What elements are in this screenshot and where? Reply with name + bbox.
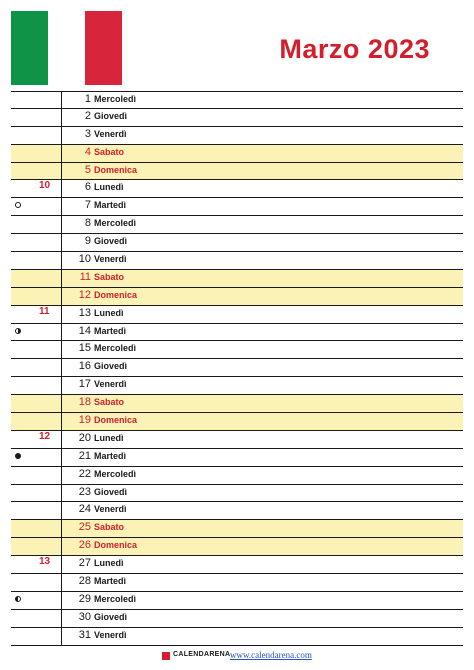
day-row (11, 449, 463, 467)
day-row (11, 324, 463, 342)
day-number: 14 (78, 324, 91, 337)
week-cell (11, 252, 61, 269)
day-row (11, 145, 463, 163)
column-divider (61, 92, 62, 108)
column-divider (61, 610, 62, 627)
footer-brand: CALENDARENA (173, 651, 231, 658)
day-row (11, 538, 463, 556)
day-row (11, 252, 463, 270)
day-number: 24 (78, 503, 91, 516)
day-name: Venerdì (94, 504, 127, 515)
column-divider (61, 288, 62, 305)
day-number: 9 (84, 235, 91, 248)
day-row (11, 109, 463, 127)
day-row (11, 91, 463, 109)
week-cell (11, 92, 61, 108)
day-number: 28 (78, 575, 91, 588)
day-number: 10 (78, 253, 91, 266)
week-cell (11, 574, 61, 591)
day-number: 2 (84, 109, 91, 122)
moon-phase-icon (15, 596, 21, 602)
column-divider (61, 574, 62, 591)
week-cell (11, 341, 61, 358)
column-divider (61, 341, 62, 358)
day-row (11, 163, 463, 181)
footer-url-link[interactable]: www.calendarena.com (230, 650, 312, 660)
day-name: Giovedì (94, 110, 128, 121)
column-divider (61, 198, 62, 215)
day-number: 5 (84, 163, 91, 176)
day-name: Martedì (94, 200, 127, 211)
day-row (11, 556, 463, 574)
column-divider (61, 252, 62, 269)
week-cell (11, 306, 61, 323)
day-number: 31 (78, 628, 91, 641)
column-divider (61, 449, 62, 466)
calendar-grid (11, 91, 463, 646)
day-row (11, 341, 463, 359)
day-number: 4 (84, 145, 91, 158)
column-divider (61, 109, 62, 126)
day-number: 18 (78, 396, 91, 409)
week-cell (11, 485, 61, 502)
day-name: Giovedì (94, 486, 128, 497)
column-divider (61, 502, 62, 519)
day-row (11, 431, 463, 449)
day-number: 3 (84, 127, 91, 140)
day-row (11, 288, 463, 306)
week-cell (11, 359, 61, 376)
day-row (11, 198, 463, 216)
day-name: Mercoledì (94, 593, 137, 604)
day-name: Martedì (94, 450, 127, 461)
day-number: 15 (78, 342, 91, 355)
day-row (11, 180, 463, 198)
column-divider (61, 395, 62, 412)
column-divider (61, 324, 62, 341)
week-number: 10 (39, 180, 51, 192)
day-row (11, 413, 463, 431)
day-number: 13 (78, 306, 91, 319)
week-cell (11, 163, 61, 180)
day-number: 22 (78, 467, 91, 480)
day-number: 6 (84, 181, 91, 194)
day-row (11, 377, 463, 395)
day-row (11, 502, 463, 520)
day-name: Lunedì (94, 307, 124, 318)
day-row (11, 127, 463, 145)
week-cell (11, 234, 61, 251)
day-name: Mercoledì (94, 343, 137, 354)
week-cell (11, 216, 61, 233)
day-name: Sabato (94, 522, 125, 533)
column-divider (61, 628, 62, 645)
column-divider (61, 306, 62, 323)
day-name: Lunedì (94, 432, 124, 443)
day-row (11, 485, 463, 503)
day-name: Domenica (94, 415, 138, 426)
day-name: Mercoledì (94, 94, 137, 104)
day-number: 11 (79, 270, 91, 283)
day-number: 21 (78, 449, 91, 462)
moon-phase-icon (15, 328, 21, 334)
day-name: Venerdì (94, 379, 127, 390)
week-number: 12 (39, 430, 51, 442)
column-divider (61, 413, 62, 430)
week-cell (11, 180, 61, 197)
column-divider (61, 127, 62, 144)
day-name: Venerdì (94, 629, 127, 640)
day-name: Sabato (94, 397, 125, 408)
week-cell (11, 502, 61, 519)
column-divider (61, 592, 62, 609)
column-divider (61, 163, 62, 180)
week-cell (11, 145, 61, 162)
day-name: Domenica (94, 540, 138, 551)
week-cell (11, 377, 61, 394)
day-number: 1 (84, 93, 91, 105)
day-number: 8 (84, 217, 91, 230)
week-cell (11, 556, 61, 573)
day-number: 25 (78, 521, 91, 534)
day-name: Giovedì (94, 611, 128, 622)
day-name: Mercoledì (94, 218, 137, 229)
day-name: Martedì (94, 325, 127, 336)
footer (162, 650, 362, 664)
day-row (11, 395, 463, 413)
week-cell (11, 413, 61, 430)
week-cell (11, 395, 61, 412)
day-name: Venerdì (94, 128, 127, 139)
week-cell (11, 431, 61, 448)
day-number: 7 (84, 199, 91, 212)
day-name: Martedì (94, 576, 127, 587)
day-number: 12 (78, 288, 91, 301)
column-divider (61, 359, 62, 376)
column-divider (61, 234, 62, 251)
column-divider (61, 467, 62, 484)
day-number: 29 (78, 592, 91, 605)
week-cell (11, 467, 61, 484)
column-divider (61, 556, 62, 573)
flag-red-band (85, 11, 122, 85)
week-number: 13 (39, 556, 51, 568)
flag-green-band (11, 11, 48, 85)
day-number: 30 (78, 610, 91, 623)
column-divider (61, 145, 62, 162)
column-divider (61, 216, 62, 233)
day-row (11, 610, 463, 628)
day-row (11, 520, 463, 538)
day-row (11, 628, 463, 646)
day-name: Lunedì (94, 558, 124, 569)
day-row (11, 592, 463, 610)
day-name: Lunedì (94, 182, 124, 193)
week-cell (11, 288, 61, 305)
day-row (11, 216, 463, 234)
day-row (11, 359, 463, 377)
week-cell (11, 520, 61, 537)
column-divider (61, 485, 62, 502)
day-number: 17 (78, 378, 91, 391)
column-divider (61, 270, 62, 287)
day-row (11, 574, 463, 592)
day-name: Venerdì (94, 254, 127, 265)
column-divider (61, 377, 62, 394)
day-number: 27 (78, 557, 91, 570)
day-name: Domenica (94, 289, 138, 300)
week-cell (11, 109, 61, 126)
day-name: Mercoledì (94, 468, 137, 479)
week-cell (11, 628, 61, 645)
week-number: 11 (39, 305, 50, 317)
flag-white-band (48, 11, 85, 85)
italian-flag (11, 11, 122, 85)
week-cell (11, 127, 61, 144)
day-name: Giovedì (94, 236, 128, 247)
column-divider (61, 538, 62, 555)
day-number: 26 (78, 539, 91, 552)
day-row (11, 467, 463, 485)
calendar-logo-icon (162, 652, 170, 660)
week-cell (11, 610, 61, 627)
day-name: Sabato (94, 271, 125, 282)
day-name: Giovedì (94, 361, 128, 372)
column-divider (61, 520, 62, 537)
day-name: Sabato (94, 146, 125, 157)
page-title: Marzo 2023 (279, 34, 430, 64)
day-row (11, 234, 463, 252)
day-number: 23 (78, 485, 91, 498)
day-row (11, 306, 463, 324)
day-row (11, 270, 463, 288)
column-divider (61, 180, 62, 197)
day-number: 20 (78, 431, 91, 444)
column-divider (61, 431, 62, 448)
moon-phase-icon (15, 453, 21, 459)
day-number: 16 (78, 360, 91, 373)
day-number: 19 (78, 414, 91, 427)
day-name: Domenica (94, 164, 138, 175)
week-cell (11, 270, 61, 287)
week-cell (11, 538, 61, 555)
